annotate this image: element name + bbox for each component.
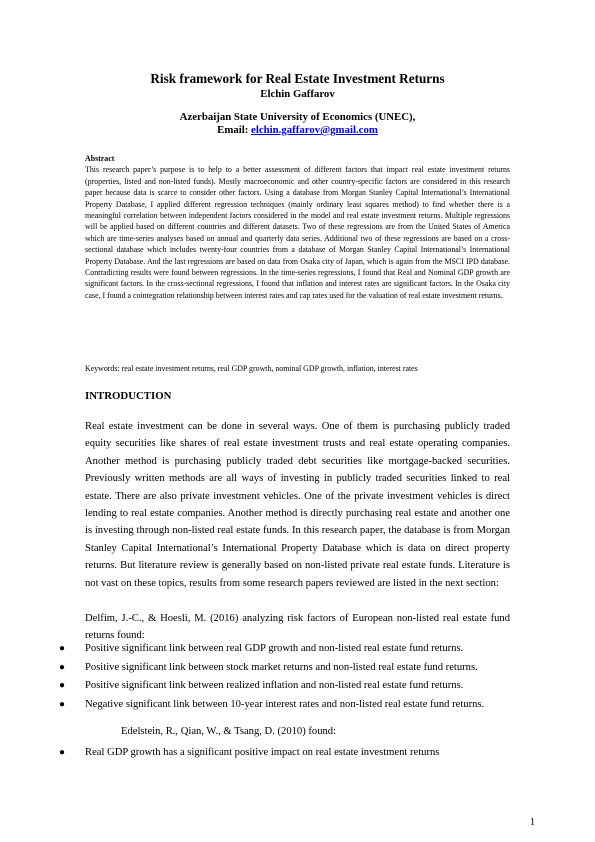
list-item [56,677,526,696]
bullet-icon: ● [59,680,66,691]
paper-title: Risk framework for Real Estate Investment Returns [150,71,445,86]
list-item [56,659,526,678]
list-item-text: Positive significant link between real GDP growth and non-listed real estate fund returns. [85,643,464,654]
list-item-text: Positive significant link between realized inflation and non-listed real estate fund returns. [85,680,464,691]
email-line [0,124,595,137]
list-item-text: Real GDP growth has a significant positive impact on real estate investment returns [85,747,440,758]
list-item-text: Negative significant link between 10-year interest rates and non-listed real estate fund returns. [85,698,485,710]
author-affiliation: Azerbaijan State University of Economics (UNEC), [179,111,416,123]
page-number: 1 [530,817,535,828]
email-link[interactable]: elchin.gaffarov@gmail.com [251,124,378,136]
introduction-paragraph: Real estate investment can be done in several ways. One of them is purchasing publicly traded equity securities like shares of real estate investment trusts and real estate operating companies. Another method is purchasing publicly traded debt securities like mortgage-backed securities. Previously written methods are all ways of investing in publicly traded securities linked to real estate. There are also private investment vehicles. One of the private investment vehicles is direct lending to real estate companies. Another method is directly purchasing real estate and another one is investing through non-listed real estate funds. In this research paper, the database is from Morgan Stanley Capital International’s International Property Database which is data on direct property returns. But literature review is generally based on non-listed private real estate funds. Literature is not vast on these topics, results from some research papers reviewed are listed in the next section: [85,421,510,589]
section-heading-introduction: INTRODUCTION [85,390,172,402]
author-name: Elchin Gaffarov [260,88,335,100]
list-item [56,744,526,763]
edelstein-findings-list [56,744,526,763]
bullet-icon: ● [59,643,66,654]
keywords: Keywords: real estate investment returns, real GDP growth, nominal GDP growth, inflation, interest rates [85,364,418,373]
bullet-icon: ● [59,661,66,673]
abstract-section [85,153,510,301]
edelstein-citation: Edelstein, R., Qian, W., & Tsang, D. (2010) found: [121,726,337,737]
abstract-heading: Abstract [85,154,115,163]
delfim-findings-list [56,640,526,714]
abstract-text: This research paper’s purpose is to help to a better assessment of different factors that impact real estate investment returns (properties, listed and non-listed funds). Mostly macroeconomic and other country-specific factors are considered in this research paper because data is scarce to consider other factors. Using a database from Morgan Stanley Capital International’s International Property Database, I applied different regression techniques (mainly ordinary least squares method) to find whether there is a meaningful correlation between independent factors considered in the model and real estate investment returns. Multiple regressions will be applied based on different countries and different datasets. Two of these regressions are from the United States of America which are time-series analyses based on annual and quarterly data series. Additional two of these regressions are based on a cross-sectional database which includes twenty-four countries from a database of Morgan Stanley Capital International’s International Property Database. And the last regressions are based on data from Osaka city of Japan, which is again from the MSCI IPD database. Contradicting results were found between regressions. In the time-series regressions, I found that Real and Nominal GDP growth are significant factors. In the cross-sectional regressions, I found that inflation and interest rates are significant factors. In the Osaka city case, I found a cointegration relationship between interest rates and cap rates used for the valuation of real estate investment returns. [85,165,510,300]
email-label: Email: [217,124,252,136]
bullet-icon: ● [59,747,66,758]
delfim-citation: Delfim, J.-C., & Hoesli, M. (2016) analyzing risk factors of European non-listed real estate fund returns found: [85,613,510,642]
list-item [56,640,526,659]
list-item [56,696,526,715]
list-item-text: Positive significant link between stock market returns and non-listed real estate fund returns. [85,661,478,673]
bullet-icon: ● [59,698,66,710]
